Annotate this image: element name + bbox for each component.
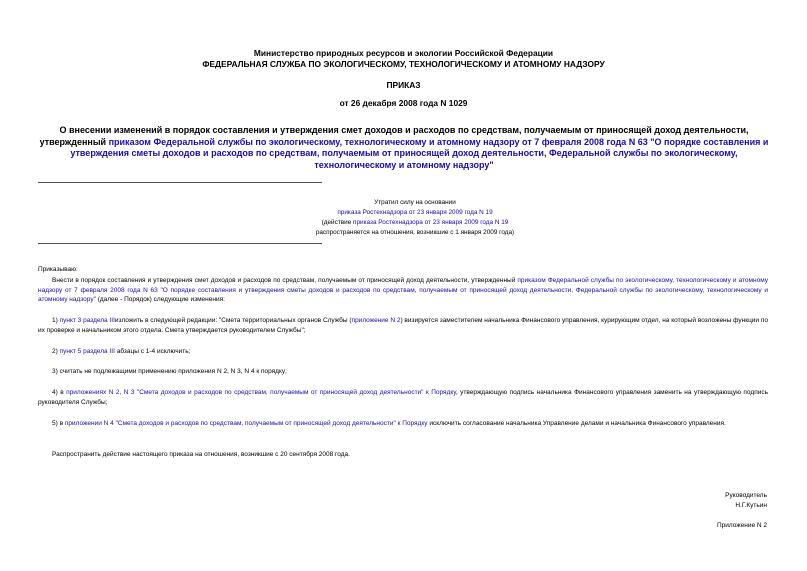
item-4-post: , утверждающую подпись начальника Финансового управления заменить на утверждающую подпись руководителя Службы; [38,389,768,406]
appendix-label: Приложение N 2 [716,522,767,529]
status-note-link [230,208,600,218]
item-2 [38,347,768,357]
item-2-text: абзацы с 1-4 исключить; [114,348,191,355]
revocation-order-link[interactable]: приказа Ростехнадзора от 23 января 2009 года N 19 [337,209,493,216]
intro-paragraph [38,276,768,305]
status-note-line3-text: (действие [321,219,354,226]
title-order-link[interactable]: приказом Федеральной службы по экологическому, технологическому и атомному надзору от 7 февраля 2008 года N 63 "О порядке составления и утверждения сметы доходов и расходов по средствам, получаемым от приносящей доход деятельности, Федеральной службы по экологическому, технологическому и атомному надзору" [70,136,769,170]
doc-date-number: от 26 декабря 2008 года N 1029 [339,98,468,108]
item-1-appendix-link[interactable]: приложение N 2 [351,317,401,324]
divider-bottom [38,243,322,244]
divider-top [38,182,322,183]
item-1-text: изложить в следующей редакции: "Смета территориальных органов Службы ( [114,317,352,324]
signature-role: Руководитель [725,492,767,499]
signature-name: Н.Г.Кутьин [735,502,767,509]
item-5-num: 5) в [52,420,65,427]
item-2-link[interactable]: пункт 5 раздела III [59,348,115,355]
intro-order-link[interactable]: приказом Федеральной службы по экологическому, технологическому и атомному надзору от 7 февраля 2008 года N 63 "О порядке составления и утверждения сметы доходов и расходов по средствам, получаемым от приносящей доход деятельности, Федеральной службы по экологическому, технологическому и атомному надзору" [38,277,768,304]
item-2-num: 2) [52,348,60,355]
item-5 [38,419,768,429]
service-name: ФЕДЕРАЛЬНАЯ СЛУЖБА ПО ЭКОЛОГИЧЕСКОМУ, ТЕХНОЛОГИЧЕСКОМУ И АТОМНОМУ НАДЗОРУ [202,59,605,69]
effect-order-link[interactable]: приказа Ростехнадзора от 23 января 2009 года N 19 [353,219,509,226]
item-1-link[interactable]: пункт 3 раздела III [59,317,115,324]
ministry-name: Министерство природных ресурсов и экологии Российской Федерации [253,48,554,58]
item-4-link[interactable]: приложениях N 2, N 3 "Смета доходов и расходов по средствам, получаемым от приносящей доход деятельности" к Порядку [66,389,456,396]
status-note-line1: Утратил силу на основании [374,199,456,206]
intro-text: Внести в порядок составления и утверждения смет доходов и расходов по средствам, получаемым от приносящей доход деятельности, утвержденный [52,277,518,284]
item-4-num: 4) в [52,389,67,396]
document-title [34,125,774,171]
item-4 [38,388,768,407]
item-1-num: 1) [52,317,60,324]
status-note-line4: распространяется на отношения, возникшие с 1 января 2009 года) [315,229,515,236]
doc-type: ПРИКАЗ [386,80,421,90]
item-1 [38,316,768,335]
status-note-line3 [230,218,600,228]
title-text: О внесении изменений в порядок составления и утверждения смет доходов и расходов по средствам, получаемым от приносящей доход деятельности, утвержденный [39,125,749,147]
item-3: 3) считать не подлежащими применению приложения N 2, N 3, N 4 к порядку; [52,368,287,375]
order-word: Приказываю: [38,266,78,273]
extend-paragraph: Распространить действие настоящего приказа на отношения, возникшие с 20 сентября 2008 года. [52,451,350,458]
intro-post: (далее - Порядок) следующие изменения: [95,296,225,304]
item-5-post: исключить согласование начальника Управление делами и начальника Финансового управления. [427,420,726,427]
item-1-post: ) визируется заместителем начальника Финансового управления, курирующим отдел, на который возложены функции по их проверке и начальником этого отдела. Смета утверждается руководителем Службы"; [38,317,769,334]
item-5-link[interactable]: приложении N 4 "Смета доходов и расходов по средствам, получаемым от приносящей доход деятельности" к Порядку [64,420,428,427]
